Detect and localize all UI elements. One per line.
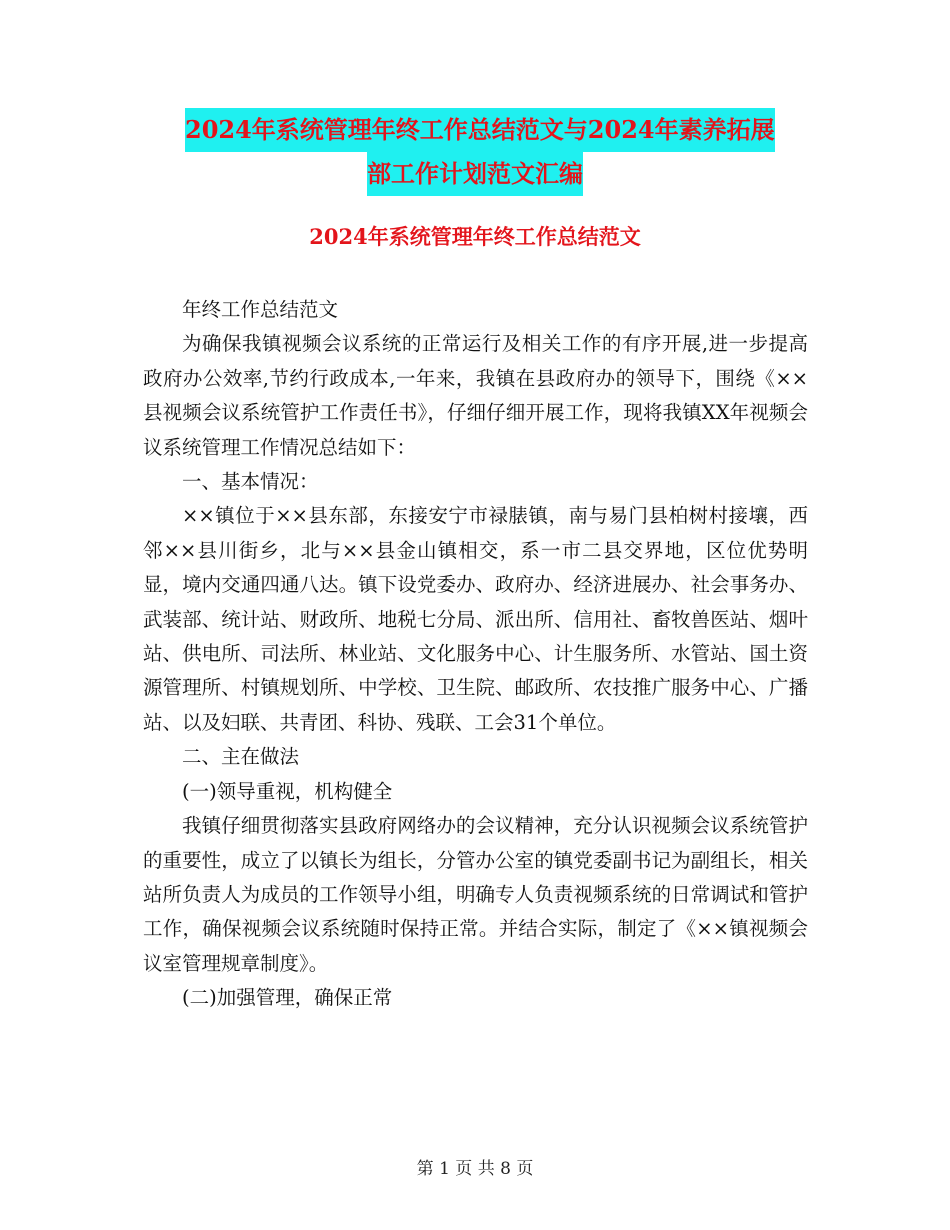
paragraph: 为确保我镇视频会议系统的正常运行及相关工作的有序开展,进一步提高政府办公效率,节约行政成本,一年来，我镇在县政府办的领导下，围绕《××县视频会议系统管护工作责任书》，仔细仔细开展工作，现将我镇XX年视频会议系统管理工作情况总结如下：: [143, 332, 808, 459]
document-title: [0, 108, 950, 196]
paragraph: (一)领导重视，机构健全: [182, 779, 393, 803]
document-body: [143, 293, 808, 1016]
paragraph: (二)加强管理，确保正常: [182, 986, 393, 1010]
paragraph: 我镇仔细贯彻落实县政府网络办的会议精神，充分认识视频会议系统管护的重要性，成立了以镇长为组长，分管办公室的镇党委副书记为副组长，相关站所负责人为成员的工作领导小组，明确专人负责视频系统的日常调试和管护工作，确保视频会议系统随时保持正常。并结合实际，制定了《××镇视频会议室管理规章制度》。: [143, 814, 808, 975]
paragraph: 一、基本情况：: [182, 470, 319, 494]
paragraph: 二、主在做法: [182, 745, 300, 769]
page-footer: 第 1 页 共 8 页: [416, 1159, 534, 1179]
title-line-1: 2024年系统管理年终工作总结范文与2024年素养拓展: [185, 108, 775, 152]
paragraph: 年终工作总结范文: [182, 298, 339, 321]
paragraph: ××镇位于××县东部，东接安宁市禄脿镇，南与易门县柏树村接壤，西邻××县川街乡，北与××县金山镇相交，系一市二县交界地，区位优势明显，境内交通四通八达。镇下设党委办、政府办、经济进展办、社会事务办、武装部、统计站、财政所、地税七分局、派出所、信用社、畜牧兽医站、烟叶站、供电所、司法所、林业站、文化服务中心、计生服务所、水管站、国土资源管理所、村镇规划所、中学校、卫生院、邮政所、农技推广服务中心、广播站、以及妇联、共青团、科协、残联、工会31个单位。: [143, 504, 808, 734]
section-title: 2024年系统管理年终工作总结范文: [309, 224, 641, 249]
title-line-2: 部工作计划范文汇编: [367, 152, 583, 196]
